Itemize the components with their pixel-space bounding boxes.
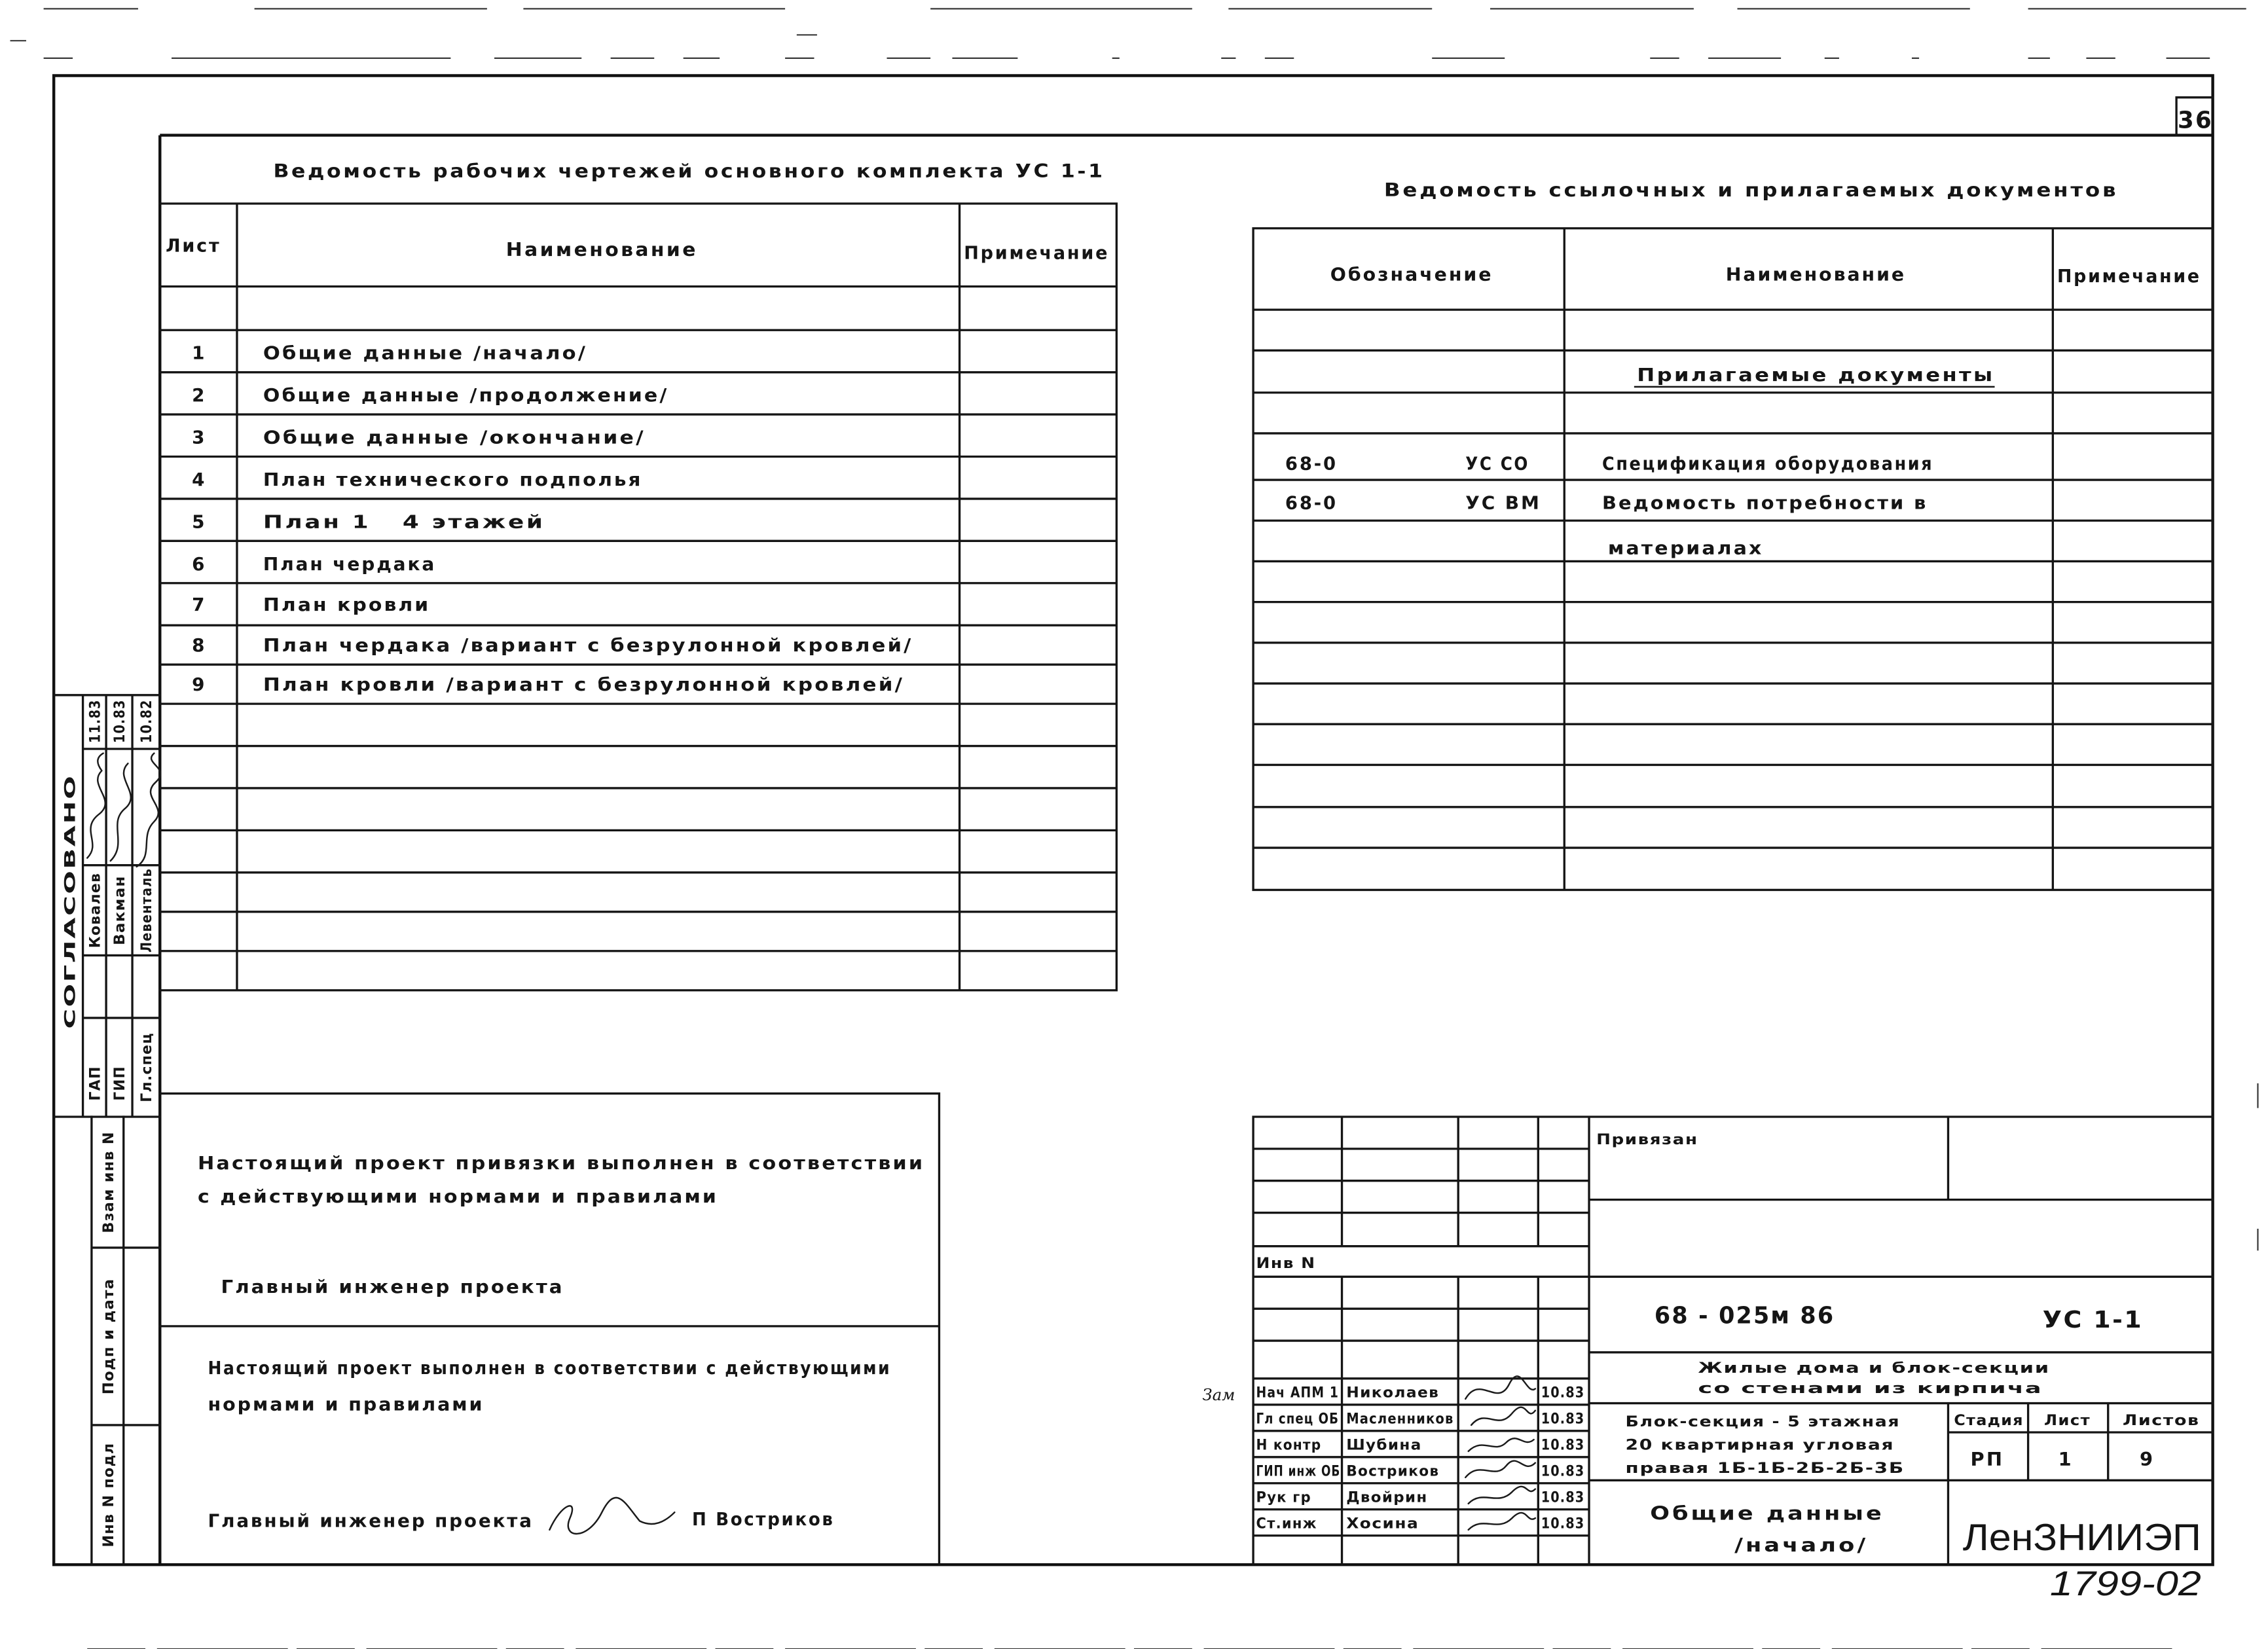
- signatory-signature: [1469, 1487, 1535, 1504]
- series-title-line2: со стенами из кирпича: [1698, 1380, 2043, 1398]
- sheets-value: 9: [2139, 1448, 2155, 1471]
- signatory-name: Николаев: [1346, 1384, 1440, 1402]
- project-statement-line2: нормами и правилами: [208, 1393, 485, 1415]
- documents-list-grid: [1253, 228, 2213, 890]
- signatory-date: 10.83: [1541, 1489, 1585, 1506]
- signatory-role: Рук гр: [1256, 1489, 1311, 1506]
- section-title: Прилагаемые документы: [1637, 363, 1995, 386]
- drawing-row-name: План 1 4 этажей: [263, 511, 545, 533]
- approval-role: Гл.спец: [137, 1031, 155, 1102]
- drawing-row-name: Общие данные /начало/: [263, 342, 588, 364]
- drawing-row-sheet: 5: [192, 511, 207, 533]
- bound-label: Привязан: [1596, 1131, 1698, 1149]
- signatory-date: 10.83: [1541, 1384, 1585, 1402]
- approval-role: ГИП: [111, 1064, 129, 1101]
- designation: 68 - 025м 86: [1654, 1302, 1835, 1330]
- drawing-row-name: План технического подполья: [263, 468, 643, 490]
- drawing-row-name: Общие данные /окончание/: [263, 426, 646, 448]
- approval-name: Ковалев: [86, 871, 104, 949]
- signatory-name: Шубина: [1346, 1436, 1422, 1454]
- document-code: 68-0: [1285, 492, 1338, 514]
- drawing-row-name: План чердака /вариант с безрулонной кровлей/: [263, 634, 913, 657]
- drawing-row-sheet: 3: [192, 426, 207, 448]
- drawing-row-sheet: 9: [192, 674, 207, 696]
- approval-signature: [87, 753, 105, 858]
- signatory-date: 10.83: [1541, 1515, 1585, 1532]
- stage-header: Стадия: [1954, 1411, 2024, 1429]
- signatory-date: 10.83: [1541, 1462, 1585, 1480]
- approval-signature: [137, 753, 160, 867]
- signatory-date: 10.83: [1541, 1410, 1585, 1428]
- approval-date: 11.83: [86, 693, 104, 744]
- replaced-note: Зам: [1202, 1385, 1235, 1405]
- document-mark: УС ВМ: [1465, 492, 1541, 514]
- header-designation: Обозначение: [1330, 263, 1493, 285]
- signatory-signature: [1469, 1513, 1535, 1530]
- drawing-row-sheet: 8: [192, 634, 207, 657]
- sheet-title-line1: Общие данные: [1650, 1502, 1884, 1525]
- title-block: [1202, 1117, 2212, 1565]
- drawing-row-sheet: 4: [192, 468, 207, 490]
- document-name-continued: материалах: [1607, 537, 1764, 559]
- signatory-signature: [1465, 1376, 1535, 1399]
- approval-date: 10.82: [137, 693, 155, 744]
- signatory-role: Гл спец ОБ: [1256, 1410, 1340, 1428]
- signatory-name: Масленников: [1346, 1410, 1454, 1428]
- header-name: Наименование: [505, 238, 698, 261]
- signatory-signature: [1471, 1407, 1535, 1425]
- drawing-row-sheet: 6: [192, 553, 207, 575]
- sheets-header: Листов: [2122, 1411, 2200, 1429]
- organization-name: ЛенЗНИИЭП: [1962, 1516, 2201, 1559]
- inv-original-label: Инв N подл: [100, 1442, 118, 1548]
- approval-name: Вакман: [111, 877, 129, 945]
- drawing-row-name: План чердака: [263, 553, 437, 575]
- signatory-name: Двойрин: [1346, 1489, 1428, 1506]
- signatory-signature: [1465, 1461, 1535, 1477]
- compliance-box: [160, 1093, 939, 1565]
- signatory-role: Нач АПМ 1: [1256, 1384, 1340, 1402]
- header-name: Наименование: [1725, 263, 1907, 285]
- project-chief-engineer: Главный инженер проекта: [208, 1510, 534, 1532]
- object-line: правая 1Б-1Б-2Б-2Б-3Б: [1625, 1460, 1905, 1477]
- approval-name: Левенталь: [137, 855, 155, 952]
- binding-statement-line2: с действующими нормами и правилами: [197, 1186, 718, 1208]
- object-line: 20 квартирная угловая: [1625, 1436, 1895, 1454]
- sign-date-label: Подп и дата: [100, 1280, 118, 1395]
- signatory-role: Н контр: [1256, 1436, 1322, 1454]
- drawings-list-table: [160, 160, 1116, 990]
- binding-statement-line1: Настоящий проект привязки выполнен в соответствии: [197, 1151, 925, 1174]
- drawing-row-name: План кровли /вариант с безрулонной кровлей/: [263, 674, 905, 696]
- replaces-inv-label: Взам инв N: [100, 1131, 118, 1233]
- document-mark: УС СО: [1465, 452, 1529, 475]
- signatory-name: Хосина: [1346, 1515, 1419, 1532]
- project-statement-line1: Настоящий проект выполнен в соответствии с действующими: [208, 1357, 892, 1379]
- header-note: Примечание: [2057, 264, 2201, 287]
- sheet-header: Лист: [2044, 1411, 2091, 1429]
- sheet-title-line2: /начало/: [1734, 1534, 1869, 1557]
- binding-chief-engineer: Главный инженер проекта: [221, 1275, 564, 1297]
- documents-list-table: [1253, 179, 2213, 890]
- document-mark: УС 1-1: [2042, 1307, 2144, 1334]
- drawing-row-sheet: 2: [192, 384, 207, 407]
- signatory-name: Востриков: [1346, 1462, 1440, 1480]
- document-name: Спецификация оборудования: [1602, 452, 1934, 475]
- header-note: Примечание: [964, 242, 1110, 264]
- sheet-number: 36: [2178, 107, 2213, 134]
- header-sheet: Лист: [166, 234, 221, 257]
- signatory-signature: [1469, 1438, 1534, 1451]
- signatory-role: ГИП инж ОБ: [1256, 1462, 1341, 1480]
- approval-role: ГАП: [86, 1065, 104, 1101]
- inv-label: Инв N: [1256, 1255, 1316, 1273]
- signatory-date: 10.83: [1541, 1436, 1585, 1454]
- approval-signature: [111, 763, 131, 861]
- drawings-list-title: Ведомость рабочих чертежей основного комплекта УС 1-1: [273, 159, 1105, 183]
- stage-value: РП: [1970, 1448, 2005, 1471]
- drawing-row-sheet: 1: [192, 342, 207, 364]
- side-stamp: [92, 1117, 160, 1565]
- drawing-row-name: План кровли: [263, 593, 431, 615]
- approval-date: 10.83: [111, 693, 129, 744]
- document-name: Ведомость потребности в: [1602, 492, 1928, 514]
- drawing-row-sheet: 7: [192, 593, 207, 615]
- document-code: 68-0: [1285, 452, 1338, 475]
- chief-engineer-signature: [549, 1498, 674, 1534]
- sheet-value: 1: [2058, 1448, 2074, 1471]
- series-title-line1: Жилые дома и блок-секции: [1698, 1359, 2050, 1377]
- archive-number: 1799-02: [2049, 1564, 2201, 1603]
- drawing-row-name: Общие данные /продолжение/: [263, 384, 669, 407]
- signatory-role: Ст.инж: [1256, 1515, 1317, 1532]
- approval-stamp: [54, 695, 160, 1117]
- object-line: Блок-секция - 5 этажная: [1625, 1413, 1901, 1431]
- outer-frame: [54, 76, 2212, 1565]
- approval-title: СОГЛАСОВАНО: [62, 894, 79, 1029]
- chief-engineer-name: П Востриков: [691, 1508, 835, 1531]
- documents-list-title: Ведомость ссылочных и прилагаемых документов: [1383, 178, 2119, 201]
